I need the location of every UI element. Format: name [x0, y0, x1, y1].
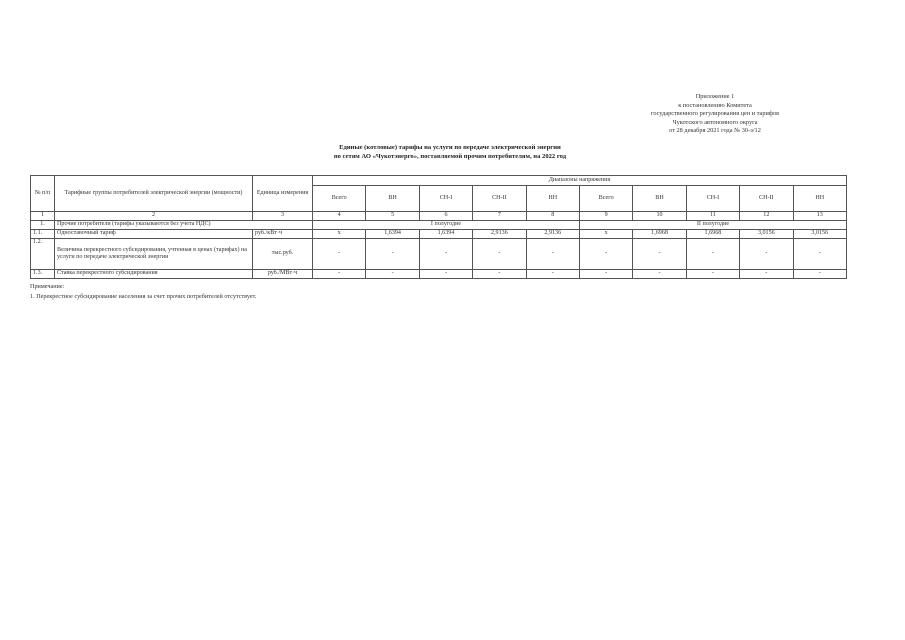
section-num: 1.: [31, 221, 55, 230]
value-cell: -: [419, 239, 472, 270]
value-cell: 3,0156: [740, 230, 793, 239]
value-cell: -: [473, 270, 526, 279]
row-num: 1.2.: [31, 239, 55, 270]
value-cell: -: [526, 270, 579, 279]
section-row: [31, 221, 847, 230]
value-cell: х: [313, 230, 366, 239]
value-cell: 1,6394: [419, 230, 472, 239]
tariff-table: [30, 175, 847, 279]
value-cell: -: [793, 239, 846, 270]
header-row: [31, 176, 847, 186]
subheader-cell: СН-II: [473, 186, 526, 212]
value-cell: -: [419, 270, 472, 279]
row-num: 1.1.: [31, 230, 55, 239]
header-unit: Единица измерения: [253, 176, 313, 212]
value-cell: -: [740, 270, 793, 279]
col-number: 3: [253, 212, 313, 221]
col-number: 8: [526, 212, 579, 221]
section-label: Прочие потребители (тарифы указываются без учета НДС): [55, 221, 313, 230]
value-cell: -: [526, 239, 579, 270]
col-number: 13: [793, 212, 846, 221]
value-cell: -: [686, 270, 739, 279]
col-number: 2: [55, 212, 253, 221]
col-number: 6: [419, 212, 472, 221]
appendix-header: [620, 93, 810, 136]
col-number: 5: [366, 212, 419, 221]
header-voltage-ranges: Диапазоны напряжения: [313, 176, 847, 186]
row-num: 1.3.: [31, 270, 55, 279]
appendix-line: к постановлению Комитета: [678, 101, 752, 109]
appendix-line: государственного регулирования цен и тарифов: [650, 110, 780, 118]
note-section: [30, 282, 256, 301]
half-year-1: I полугодие: [313, 221, 580, 230]
value-cell: 2,9136: [473, 230, 526, 239]
column-number-row: [31, 212, 847, 221]
col-number: 7: [473, 212, 526, 221]
subheader-cell: СН-II: [740, 186, 793, 212]
header-num: № п/п: [31, 176, 55, 212]
value-cell: -: [579, 270, 632, 279]
value-cell: -: [366, 239, 419, 270]
value-cell: 1,6394: [366, 230, 419, 239]
table-row: [31, 270, 847, 279]
value-cell: 1,6968: [633, 230, 686, 239]
appendix-line: Приложение 1: [695, 93, 735, 100]
value-cell: -: [313, 239, 366, 270]
value-cell: -: [793, 270, 846, 279]
subheader-cell: ВН: [366, 186, 419, 212]
appendix-line: Чукотского автономного округа: [672, 118, 758, 126]
row-name: Одноставочный тариф: [55, 230, 253, 239]
header-group: Тарифные группы потребителей электрической энергии (мощности): [55, 176, 253, 212]
col-number: 1: [31, 212, 55, 221]
subheader-cell: ВН: [633, 186, 686, 212]
subheader-cell: НН: [526, 186, 579, 212]
note-text: 1. Перекрестное субсидирование населения за счет прочих потребителей отсутствует.: [30, 292, 257, 300]
col-number: 12: [740, 212, 793, 221]
row-unit: руб./МВт·ч: [253, 270, 313, 279]
subheader-cell: СН-I: [686, 186, 739, 212]
row-name: Величина перекрестного субсидирования, учтенная в ценах (тарифах) на услуги по передаче электрической энергии: [55, 239, 253, 270]
value-cell: -: [633, 270, 686, 279]
row-name: Ставка перекрестного субсидирования: [55, 270, 253, 279]
subheader-cell: СН-I: [419, 186, 472, 212]
row-unit: тыс.руб.: [253, 239, 313, 270]
table-row: [31, 230, 847, 239]
value-cell: -: [366, 270, 419, 279]
subheader-cell: Всего: [579, 186, 632, 212]
value-cell: -: [579, 239, 632, 270]
row-unit: руб./кВт·ч: [253, 230, 313, 239]
value-cell: 3,0156: [793, 230, 846, 239]
document-title: [240, 143, 660, 161]
note-heading: Примечание:: [30, 283, 65, 290]
value-cell: -: [633, 239, 686, 270]
subheader-cell: Всего: [313, 186, 366, 212]
col-number: 10: [633, 212, 686, 221]
title-line-2: по сетям АО «Чукотэнерго», поставляемой прочим потребителям, на 2022 год: [333, 153, 567, 160]
value-cell: 2,9136: [526, 230, 579, 239]
title-line-1: Единые (котловые) тарифы на услуги по передаче электрической энергии: [339, 144, 561, 151]
col-number: 9: [579, 212, 632, 221]
value-cell: х: [579, 230, 632, 239]
value-cell: -: [740, 239, 793, 270]
col-number: 11: [686, 212, 739, 221]
value-cell: 1,6968: [686, 230, 739, 239]
col-number: 4: [313, 212, 366, 221]
appendix-line: от 28 декабря 2021 года № 30-э/12: [669, 127, 761, 135]
table-row: [31, 239, 847, 270]
half-year-2: II полугодие: [579, 221, 846, 230]
subheader-cell: НН: [793, 186, 846, 212]
value-cell: -: [313, 270, 366, 279]
value-cell: -: [473, 239, 526, 270]
value-cell: -: [686, 239, 739, 270]
